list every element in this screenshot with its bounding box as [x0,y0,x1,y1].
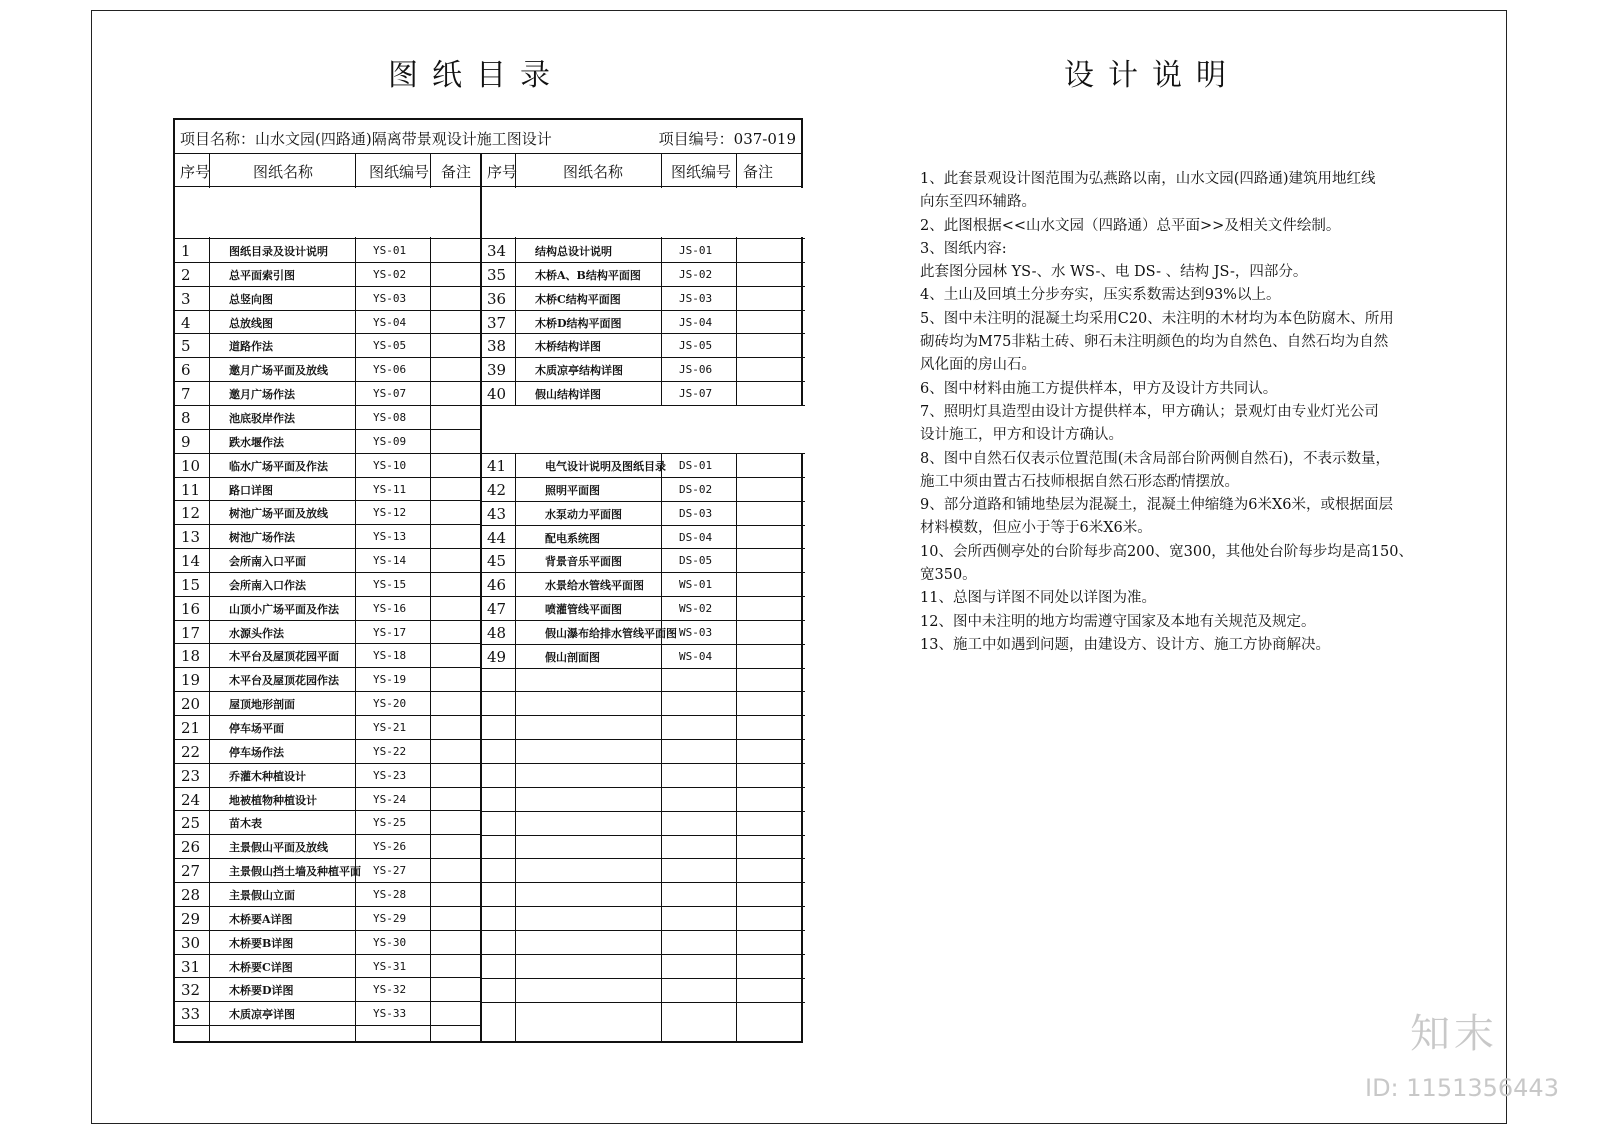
row-name: 主景假山立面 [229,888,295,902]
row-code: JS-07 [679,387,713,401]
note-line: 向东至四环辅路。 [920,194,1036,211]
note-line: 此套图分园林 YS-、水 WS-、电 DS- 、结构 JS-，四部分。 [920,264,1308,281]
row-name: 邀月广场平面及放线 [229,364,328,378]
row-code: YS-04 [373,315,407,329]
row-line [175,453,480,454]
row-line [175,930,480,931]
row-line [480,525,805,526]
row-line [175,381,480,382]
row-code: YS-13 [373,530,407,544]
row-line [480,835,805,836]
row-name: 停车场平面 [229,722,284,735]
row-name: 山顶小广场平面及作法 [229,602,339,616]
row-no: 19 [181,671,201,690]
row-code: YS-27 [373,864,407,878]
row-no: 14 [181,552,201,571]
row-name: 树池广场平面及放线 [229,507,328,521]
design-notes-title: 设计说明 [1064,58,1240,93]
row-name: 假山剖面图 [545,650,600,664]
note-line: 风化面的房山石。 [920,357,1036,374]
row-code: JS-03 [679,291,713,305]
row-line [175,286,480,287]
row-code: YS-21 [373,721,407,734]
row-code: DS-02 [679,482,713,496]
drawing-catalog-table [173,118,803,1043]
row-code: YS-12 [373,506,407,520]
row-no: 3 [181,289,191,308]
note-line: 13、施工中如遇到问题，由建设方、设计方、施工方协商解决。 [920,636,1330,653]
row-code: JS-01 [679,244,713,257]
row-no: 47 [487,600,507,619]
row-line [480,262,805,263]
row-code: WS-04 [679,649,713,663]
row-code: WS-01 [679,578,713,592]
row-no: 29 [181,909,201,928]
row-line [175,1001,480,1002]
watermark-id: ID: 1151356443 [1365,1074,1559,1102]
row-line [175,810,480,811]
row-name: 总平面索引图 [229,268,295,282]
row-line [480,787,805,788]
design-notes [920,168,1413,657]
row-line [175,977,480,978]
row-no: 24 [181,790,201,809]
column-divider [355,154,356,1041]
row-name: 水景给水管线平面图 [545,579,644,593]
note-line: 3、图纸内容: [920,240,1007,257]
row-line [175,667,480,668]
row-line [480,763,805,764]
row-no: 37 [487,313,507,332]
row-no: 25 [181,814,201,833]
row-name: 木桥D结构平面图 [535,316,622,330]
project-name: 项目名称：山水文园(四路通)隔离带景观设计施工图设计 [180,130,552,148]
row-line [175,429,480,430]
row-no: 18 [181,647,201,666]
row-name: 木桥结构详图 [535,340,601,354]
row-name: 水泵动力平面图 [545,507,622,521]
header-remark-right: 备注 [743,163,774,181]
row-code: WS-02 [679,602,713,616]
row-name: 木质凉亭详图 [229,1008,295,1022]
row-name: 乔灌木种植设计 [229,769,306,783]
row-line [480,381,805,382]
row-name: 地被植物种植设计 [229,793,317,807]
row-code: YS-17 [373,625,407,639]
row-no: 48 [487,623,507,642]
row-name: 主景假山平面及放线 [229,841,328,855]
row-line [175,715,480,716]
row-line [480,548,805,549]
row-name: 总竖向图 [229,292,273,306]
row-name: 会所南入口作法 [229,578,306,592]
row-line [175,620,480,621]
row-code: YS-20 [373,697,407,711]
row-no: 22 [181,742,201,761]
row-name: 木平台及屋顶花园平面 [229,650,339,664]
note-line: 10、会所西侧亭处的台阶每步高200、宽300，其他处台阶每步均是高150、 [920,543,1413,560]
row-no: 38 [487,337,507,356]
note-line: 12、图中未注明的地方均需遵守国家及本地有关规范及规定。 [920,613,1316,630]
row-no: 7 [181,385,191,404]
row-line [480,978,805,979]
row-code: YS-31 [373,959,407,973]
note-line: 2、此图根据<<山水文园（四路通）总平面>>及相关文件绘制。 [920,217,1341,234]
row-line [175,954,480,955]
column-divider [736,154,737,1041]
row-line [175,238,480,239]
row-no: 45 [487,552,507,571]
row-name: 水源头作法 [229,626,284,640]
row-line [175,572,480,573]
row-name: 总放线图 [229,316,273,330]
watermark-brand: 知末 [1410,1011,1498,1057]
row-no: 35 [487,265,507,284]
catalog-title: 图纸目录 [388,58,564,93]
row-code: YS-10 [373,458,407,472]
row-name: 木平台及屋顶花园作法 [229,674,339,688]
row-no: 43 [487,504,507,523]
row-name: 苗木表 [229,817,262,831]
row-code: YS-11 [373,482,407,496]
row-line [480,954,805,955]
note-line: 7、照明灯具造型由设计方提供样本，甲方确认；景观灯由专业灯光公司 [920,403,1379,420]
row-no: 6 [181,361,191,380]
center-divider [480,154,482,1041]
section-band-water [482,406,803,453]
row-name: 木桥A、B结构平面图 [535,268,641,282]
row-line [175,739,480,740]
row-name: 照明平面图 [545,483,600,497]
row-line [175,477,480,478]
row-name: 临水广场平面及作法 [229,459,328,473]
row-line [480,620,805,621]
row-code: DS-03 [679,506,713,520]
row-code: YS-08 [373,410,407,424]
row-line [480,739,805,740]
row-code: YS-19 [373,673,407,687]
note-line: 1、此套景观设计图范围为弘燕路以南，山水文园(四路通)建筑用地红线 [920,171,1376,187]
row-line [175,310,480,311]
row-code: YS-24 [373,792,407,806]
note-line: 6、图中材料由施工方提供样本，甲方及设计方共同认。 [920,380,1278,397]
row-name: 电气设计说明及图纸目录 [545,459,666,473]
row-no: 1 [181,242,191,260]
row-code: YS-25 [373,816,407,830]
row-code: YS-02 [373,267,407,281]
row-name: 背景音乐平面图 [545,555,622,569]
header-remark-left: 备注 [441,163,472,181]
row-line [480,477,805,478]
row-code: JS-05 [679,339,713,353]
row-code: YS-03 [373,291,407,305]
header-code-right: 图纸编号 [671,163,732,181]
row-no: 8 [181,408,191,427]
row-name: 会所南入口平面 [229,555,306,569]
row-name: 木质凉亭结构详图 [535,364,623,378]
header-name-right: 图纸名称 [563,163,624,181]
row-line [480,333,805,334]
row-line [480,357,805,358]
row-name: 木桥要B详图 [229,936,294,950]
note-line: 材料模数，但应小于等于6米X6米。 [920,520,1152,537]
row-no: 33 [181,1005,201,1024]
column-header-row [175,154,801,187]
row-code: YS-28 [373,887,407,901]
header-code-left: 图纸编号 [369,163,430,181]
row-code: YS-07 [373,387,407,401]
row-line [175,834,480,835]
row-line [175,1025,480,1026]
row-no: 2 [181,265,191,284]
row-line [175,333,480,334]
row-no: 12 [181,504,201,523]
row-line [480,811,805,812]
row-no: 17 [181,623,201,642]
note-line: 设计施工，甲方和设计方确认。 [920,427,1123,444]
row-no: 27 [181,862,201,881]
row-code: YS-22 [373,744,407,758]
row-code: YS-33 [373,1007,407,1021]
row-no: 40 [487,385,507,404]
note-line: 8、图中自然石仅表示位置范围(未含局部台阶两侧自然石)，不表示数量， [920,450,1391,467]
project-code: 项目编号：037-019 [658,130,796,148]
row-code: YS-16 [373,601,407,615]
row-name: 假山结构详图 [535,388,601,402]
column-divider [430,154,431,1041]
row-line [175,906,480,907]
row-line [480,930,805,931]
row-no: 5 [181,337,191,356]
row-name: 池底驳岸作法 [229,411,295,425]
note-line: 宽350。 [920,567,977,584]
row-code: YS-01 [373,244,407,257]
row-no: 23 [181,766,201,785]
row-line [480,715,805,716]
note-line: 5、图中未注明的混凝土均采用C20、未注明的木材均为本色防腐木、所用 [920,310,1394,327]
row-code: WS-03 [679,625,713,639]
row-line [175,262,480,263]
row-no: 30 [181,933,201,952]
row-no: 49 [487,647,507,666]
note-line: 4、土山及回填土分步夯实，压实系数需达到93%以上。 [920,287,1281,304]
row-name: 屋顶地形剖面 [229,698,295,712]
row-line [175,500,480,501]
note-line: 11、总图与详图不同处以详图为准。 [920,590,1156,607]
row-line [480,596,805,597]
row-code: YS-26 [373,840,407,854]
row-name: 结构总设计说明 [535,245,612,258]
header-no-right: 序号 [487,163,518,181]
row-name: 木桥要A详图 [229,912,293,926]
column-divider [209,154,210,1041]
header-name-left: 图纸名称 [253,163,314,181]
row-line [480,286,805,287]
header-no-left: 序号 [180,163,211,181]
row-no: 13 [181,528,201,547]
row-no: 32 [181,981,201,1000]
row-name: 木桥要C详图 [229,960,293,974]
row-no: 4 [181,313,191,332]
row-line [175,787,480,788]
row-line [480,501,805,502]
row-code: YS-14 [373,554,407,568]
row-no: 11 [181,480,201,499]
row-no: 36 [487,289,507,308]
row-no: 42 [487,480,507,499]
row-code: YS-32 [373,983,407,997]
row-line [175,596,480,597]
column-divider [661,154,662,1041]
row-code: JS-06 [679,363,713,377]
row-code: YS-09 [373,434,407,448]
row-code: YS-15 [373,577,407,591]
section-band-structure [482,188,803,237]
row-no: 28 [181,885,201,904]
row-line [480,644,805,645]
row-line [480,1002,805,1003]
row-code: YS-05 [373,339,407,353]
row-line [480,453,805,454]
row-code: YS-06 [373,363,407,377]
row-line [480,691,805,692]
row-line [480,906,805,907]
row-name: 停车场作法 [229,745,284,759]
row-no: 21 [181,719,201,737]
row-code: YS-29 [373,911,407,925]
row-code: YS-23 [373,768,407,782]
row-no: 15 [181,575,201,594]
row-name: 主景假山挡土墙及种植平面 [229,865,361,879]
row-line [175,548,480,549]
row-no: 39 [487,361,507,380]
row-no: 41 [487,456,507,475]
row-no: 34 [487,242,507,260]
row-line [175,643,480,644]
row-name: 树池广场作法 [229,531,295,545]
row-name: 木桥C结构平面图 [535,292,621,306]
row-line [175,763,480,764]
row-line [175,858,480,859]
row-code: JS-04 [679,315,713,329]
row-line [480,238,805,239]
row-line [480,858,805,859]
row-code: DS-01 [679,458,713,472]
note-line: 施工中须由置古石技师根据自然石形态酌情摆放。 [920,473,1239,490]
row-line [480,882,805,883]
row-name: 假山瀑布给排水管线平面图 [545,626,677,640]
row-name: 配电系统图 [545,531,600,545]
row-no: 9 [181,432,191,451]
row-line [480,310,805,311]
row-no: 26 [181,838,201,857]
row-no: 16 [181,599,201,618]
project-header [175,120,801,154]
note-line: 9、部分道路和铺地垫层为混凝土，混凝土伸缩缝为6米X6米，或根据面层 [920,497,1393,514]
row-name: 邀月广场作法 [229,388,295,402]
row-no: 10 [181,456,201,475]
row-code: DS-04 [679,530,713,544]
section-band-landscape [175,188,479,237]
row-name: 跌水堰作法 [229,435,284,449]
row-line [175,882,480,883]
column-divider [515,154,516,1041]
row-code: DS-05 [679,554,713,568]
row-code: JS-02 [679,267,713,281]
row-line [175,524,480,525]
row-name: 喷灌管线平面图 [545,603,622,617]
row-line [175,691,480,692]
row-name: 道路作法 [229,340,273,354]
row-no: 44 [487,528,507,547]
row-line [480,668,805,669]
row-name: 木桥要D详图 [229,984,294,998]
row-name: 图纸目录及设计说明 [229,245,328,258]
row-line [480,572,805,573]
row-name: 路口详图 [229,483,273,497]
row-no: 31 [181,957,201,976]
row-code: YS-18 [373,649,407,663]
row-no: 46 [487,576,507,595]
row-no: 20 [181,695,201,714]
row-code: YS-30 [373,935,407,949]
row-line [175,357,480,358]
note-line: 砌砖均为M75非粘土砖、卵石未注明颜色的均为自然色、自然石均为自然 [920,334,1389,351]
row-line [175,405,480,406]
